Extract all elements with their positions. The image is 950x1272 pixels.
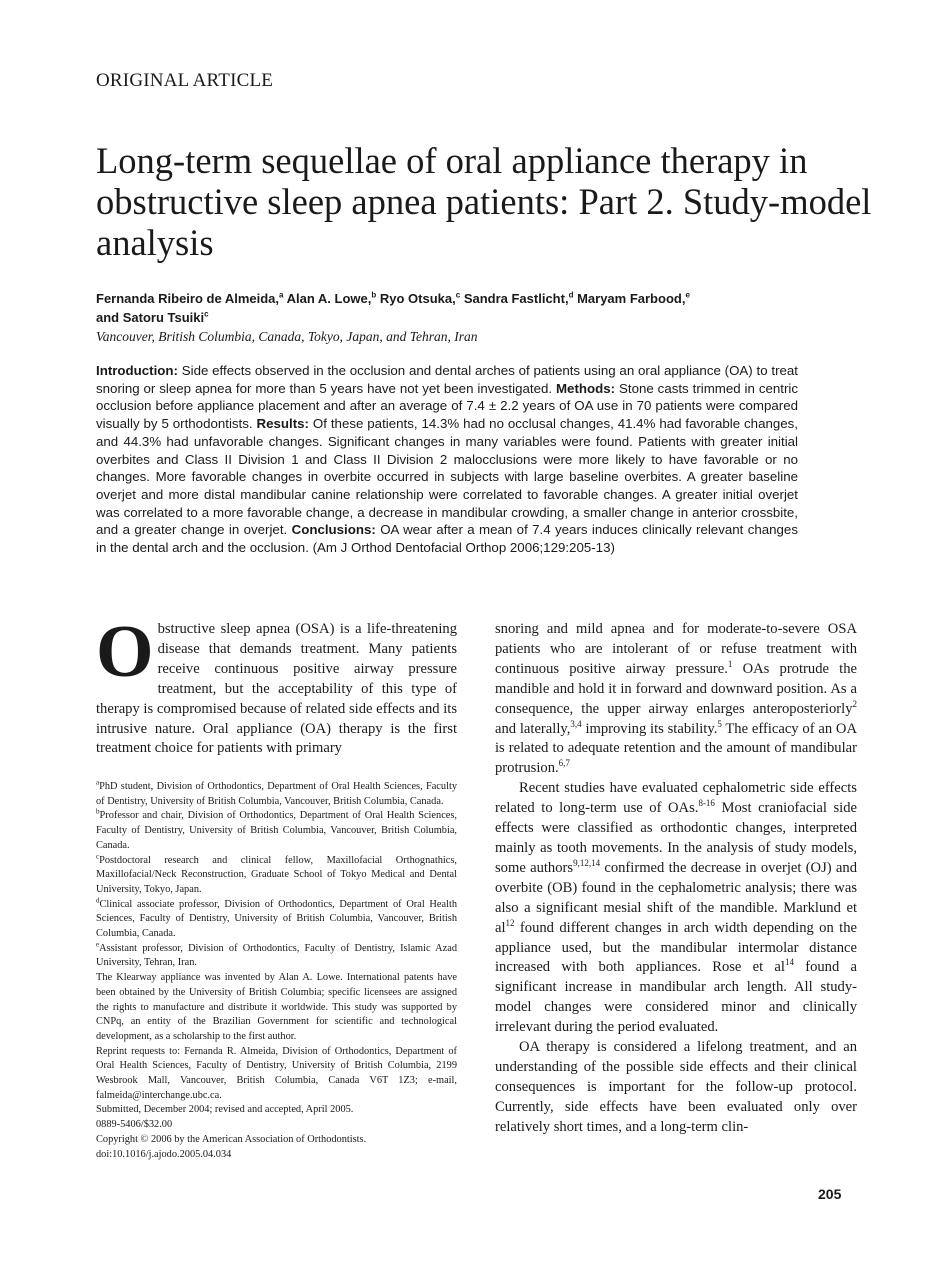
footnote-text: Submitted, December 2004; revised and accepted, April 2005. xyxy=(96,1104,354,1116)
author-name: Alan A. Lowe, xyxy=(286,291,372,306)
paragraph-text: OAs protrude the mandible and hold it in forward and downward position. As a consequence, the upper airway enlarges anteroposteriorly xyxy=(495,660,857,717)
footnote-text: Clinical associate professor, Division of Orthodontics, Department of Oral Health Sciences, Faculty of Dentistry, University of British Columbia, Vancouver, British Columbia, Canada. xyxy=(96,898,457,940)
abstract-intro-label: Introduction: xyxy=(96,363,178,378)
author-name: and Satoru Tsuiki xyxy=(96,310,205,325)
author-affil-mark: a xyxy=(279,290,284,300)
footnote xyxy=(96,898,457,942)
author-name: Fernanda Ribeiro de Almeida, xyxy=(96,291,280,306)
body-paragraph xyxy=(495,1038,857,1138)
author-affil-mark: c xyxy=(455,290,461,300)
footnote xyxy=(96,854,457,898)
footnote-mark: b xyxy=(96,807,100,816)
footnote-mark: d xyxy=(96,896,100,905)
author-affil-mark: e xyxy=(685,290,690,300)
citation-ref[interactable]: 1 xyxy=(727,658,733,669)
footnote xyxy=(96,1045,457,1104)
footnote-text: PhD student, Division of Orthodontics, Department of Oral Health Sciences, Faculty of Dentistry, University of British Columbia, Vancouver, British Columbia, Canada. xyxy=(96,781,457,807)
author-name: Sandra Fastlicht, xyxy=(463,291,569,306)
abstract-methods-label: Methods: xyxy=(555,380,616,396)
affiliation-locations: Vancouver, British Columbia, Canada, Tokyo, Japan, and Tehran, Iran xyxy=(96,329,478,344)
footnote xyxy=(96,1148,457,1163)
author-list xyxy=(96,289,856,327)
body-column-right xyxy=(495,620,857,1138)
author-affil-mark: c xyxy=(204,309,209,319)
footnote xyxy=(96,809,457,853)
paragraph-text: found different changes in arch width depending on the appliance used, but the mandibular intermolar distance increased with both appliances. Rose et al xyxy=(495,919,857,976)
page-number: 205 xyxy=(818,1186,842,1202)
footnote xyxy=(96,942,457,971)
footnotes xyxy=(96,780,457,1162)
paragraph-text: Recent studies have evaluated cephalometric side effects related to long-term use of OAs. xyxy=(495,780,857,817)
article-title: Long-term sequellae of oral appliance therapy in obstructive sleep apnea patients: Part 2. Study-model analysis xyxy=(96,140,872,263)
paragraph-text: bstructive sleep apnea (OSA) is a life-threatening disease that demands treatment. Many patients receive continuous positive airway pressure treatment, but the acceptability of this type of therapy is compromised because of related side effects and its intrusive nature. Oral appliance (OA) therapy is the first treatment choice for patients with primary xyxy=(96,621,457,757)
footnote-mark: e xyxy=(96,940,100,949)
paragraph-text: snoring and mild apnea and for moderate-to-severe OSA patients who are intolerant of or refuse treatment with continuous positive airway pressure. xyxy=(495,621,857,677)
paragraph-text: The efficacy of an OA is related to adequate retention and the amount of mandibular protrusion. xyxy=(495,720,857,777)
citation-ref[interactable]: 14 xyxy=(784,957,794,968)
citation-ref[interactable]: 12 xyxy=(505,917,515,928)
citation-ref[interactable]: 2 xyxy=(852,698,857,709)
paragraph-text: confirmed the decrease in overjet (OJ) and overbite (OB) found in the cephalometric analysis; there was also a significant mesial shift of the mandible. Marklund et al xyxy=(495,859,857,936)
citation-ref[interactable]: 5 xyxy=(717,718,722,729)
author-name: Maryam Farbood, xyxy=(577,291,686,306)
intro-paragraph xyxy=(96,611,457,759)
body-paragraph xyxy=(495,620,857,779)
footnote-text: Professor and chair, Division of Orthodontics, Department of Oral Health Sciences, Faculty of Dentistry, University of British Columbia, Vancouver, British Columbia, Canada. xyxy=(96,810,457,851)
abstract-results-text: Of these patients, 14.3% had no occlusal changes, 41.4% had favorable changes, and 44.3% had unfavorable changes. Significant changes in many variables were found. Patients with greater initial overbites and Class II Division 1 and Class II Division 2 malocclusions were more likely to have favorable or no changes. More favorable changes in overbite occurred in subjects with large baseline overbites. A greater baseline overjet and more distal mandibular canine relationship were correlated to favorable changes. A greater initial overjet was correlated to a more favorable change, a decrease in mandibular crowding, a smaller change in anterior crossbite, and a greater change in overjet. xyxy=(96,416,798,538)
drop-cap: O xyxy=(96,611,154,693)
section-label: ORIGINAL ARTICLE xyxy=(96,70,274,91)
body-paragraph xyxy=(495,779,857,1038)
abstract-conclusions-text: OA wear after a mean of 7.4 years induces clinically relevant changes in the dental arch and the occlusion. (Am J Orthod Dentofacial Orthop 2006;129:205-13) xyxy=(96,522,798,556)
body-column-left xyxy=(96,611,457,759)
footnote xyxy=(96,1118,457,1133)
abstract xyxy=(96,362,798,557)
paragraph-text: found a significant increase in mandibular arch length. All study-model changes were considered minor and clinically irrelevant during the period evaluated. xyxy=(495,959,857,1036)
author-affil-mark: b xyxy=(371,290,377,300)
footnote-mark: a xyxy=(96,778,100,787)
footnote xyxy=(96,780,457,809)
author-affil-mark: d xyxy=(568,290,574,300)
citation-ref[interactable]: 8-16 xyxy=(698,798,715,809)
footnote xyxy=(96,1103,457,1118)
footnote xyxy=(96,971,457,1045)
citation-ref[interactable]: 6,7 xyxy=(558,758,570,769)
footnote-text: The Klearway appliance was invented by Alan A. Lowe. International patents have been obtained by the University of British Columbia; specific licensees are assigned the rights to manufacture and distribute it worldwide. This study was supported by CNPq, an entity of the Brazilian Government for scientific and technological development, as a scholarship to the first author. xyxy=(96,972,457,1042)
abstract-intro-text: Side effects observed in the occlusion and dental arches of patients using an oral appliance (OA) to treat snoring or sleep apnea for more than 5 years have not yet been investigated. xyxy=(96,363,798,396)
footnote-text: Postdoctoral research and clinical fellow, Maxillofacial Orthognathics, Maxillofacial/Neck Reconstruction, Graduate School of Tokyo Medical and Dental University, Tokyo, Japan. xyxy=(96,854,457,895)
footnote-text: Copyright © 2006 by the American Association of Orthodontists. xyxy=(96,1133,367,1145)
abstract-conclusions-label: Conclusions: xyxy=(291,522,376,538)
footnote-text: 0889-5406/$32.00 xyxy=(96,1119,173,1131)
paragraph-text: and laterally, xyxy=(495,720,571,737)
citation-ref[interactable]: 9,12,14 xyxy=(573,858,601,869)
footnote-text: Reprint requests to: Fernanda R. Almeida, Division of Orthodontics, Department of Oral Health Sciences, Faculty of Dentistry, University of British Columbia, 2199 Wesbrook Mall, Vancouver, British Columbia, Canada V6T 1Z3; e-mail, falmeida@interchange.ubc.ca. xyxy=(96,1045,457,1101)
paragraph-text: OA therapy is considered a lifelong treatment, and an understanding of the possible side effects and their clinical consequences is important for the follow-up protocol. Currently, side effects have been evaluated only over relatively short times, and a long-term clin- xyxy=(495,1039,857,1135)
footnote xyxy=(96,1133,457,1148)
abstract-methods-text: Stone casts trimmed in centric occlusion before appliance placement and after an average of 7.4 ± 2.2 years of OA use in 70 patients were compared visually by 5 orthodontists. xyxy=(96,380,798,432)
citation-ref[interactable]: 3,4 xyxy=(570,718,582,729)
footnote-text: doi:10.1016/j.ajodo.2005.04.034 xyxy=(96,1148,232,1160)
paragraph-text: improving its stability. xyxy=(581,720,718,737)
footnote-text: Assistant professor, Division of Orthodontics, Faculty of Dentistry, Islamic Azad University, Tehran, Iran. xyxy=(96,942,457,969)
footnote-mark: c xyxy=(96,852,100,861)
paragraph-text: Most craniofacial side effects were classified as orthodontic changes, interpreted mainly as tooth movements. In the analysis of study models, some authors xyxy=(495,800,858,876)
author-name: Ryo Otsuka, xyxy=(379,291,456,306)
abstract-results-label: Results: xyxy=(256,416,309,432)
